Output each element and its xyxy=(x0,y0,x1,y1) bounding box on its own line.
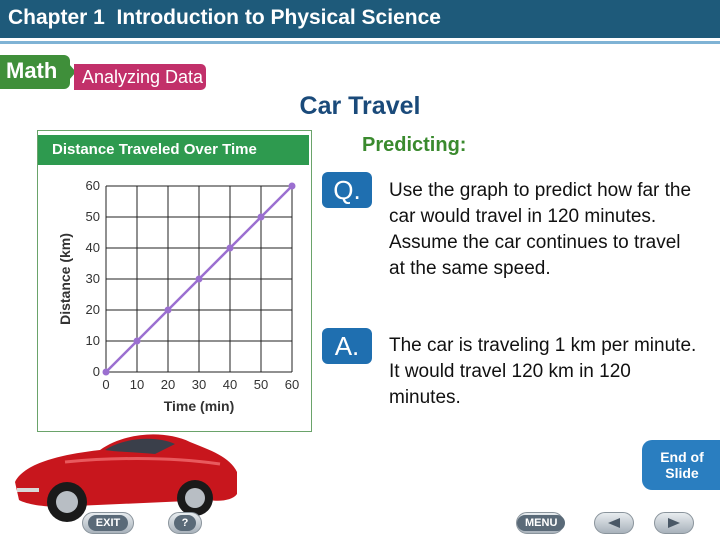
y-tick-label: 50 xyxy=(85,209,100,224)
y-tick-label: 10 xyxy=(85,333,100,348)
chapter-title: Chapter 1 Introduction to Physical Science xyxy=(8,6,441,29)
x-tick-label: 30 xyxy=(191,377,207,392)
arrow-right-icon xyxy=(666,517,682,529)
end-of-slide-line1: End of xyxy=(660,449,704,465)
y-tick-label: 20 xyxy=(85,302,100,317)
arrow-left-icon xyxy=(606,517,622,529)
math-tag-label: Math xyxy=(6,58,58,83)
data-point xyxy=(196,276,203,283)
x-tick-label: 50 xyxy=(253,377,269,392)
analyzing-data-label: Analyzing Data xyxy=(82,67,204,87)
end-of-slide-line2: Slide xyxy=(665,465,699,481)
answer-badge: A. xyxy=(322,328,372,364)
y-tick-label: 0 xyxy=(92,364,100,379)
x-tick-label: 10 xyxy=(129,377,145,392)
exit-button[interactable] xyxy=(82,512,134,534)
x-tick-label: 0 xyxy=(102,377,110,392)
data-point xyxy=(289,183,296,190)
data-point xyxy=(227,245,234,252)
menu-button-label: MENU xyxy=(517,515,565,531)
slide-title: Car Travel xyxy=(299,92,421,120)
data-point xyxy=(258,214,265,221)
next-button[interactable] xyxy=(654,512,694,534)
question-badge: Q. xyxy=(322,172,372,208)
x-tick-label: 40 xyxy=(222,377,238,392)
answer-text: The car is traveling 1 km per minute. It would travel 120 km in 120 minutes. xyxy=(389,335,697,408)
y-axis-label: Distance (km) xyxy=(57,233,73,325)
previous-button[interactable] xyxy=(594,512,634,534)
data-point xyxy=(134,338,141,345)
x-tick-label: 60 xyxy=(284,377,300,392)
data-point xyxy=(103,369,110,376)
menu-button[interactable] xyxy=(516,512,564,534)
exit-button-label: EXIT xyxy=(88,515,128,531)
data-point xyxy=(165,307,172,314)
end-of-slide-button[interactable] xyxy=(642,440,720,490)
chart-title: Distance Traveled Over Time xyxy=(52,141,257,158)
help-button[interactable] xyxy=(168,512,202,534)
predicting-label: Predicting: xyxy=(362,134,467,156)
question-text: Use the graph to predict how far the car would travel in 120 minutes. Assume the car continues to travel at the same speed. xyxy=(389,180,692,279)
help-button-label: ? xyxy=(174,515,197,531)
y-tick-label: 40 xyxy=(85,240,100,255)
x-tick-label: 20 xyxy=(160,377,176,392)
x-axis-label: Time (min) xyxy=(163,398,235,414)
y-tick-label: 30 xyxy=(85,271,100,286)
y-tick-label: 60 xyxy=(85,178,100,193)
